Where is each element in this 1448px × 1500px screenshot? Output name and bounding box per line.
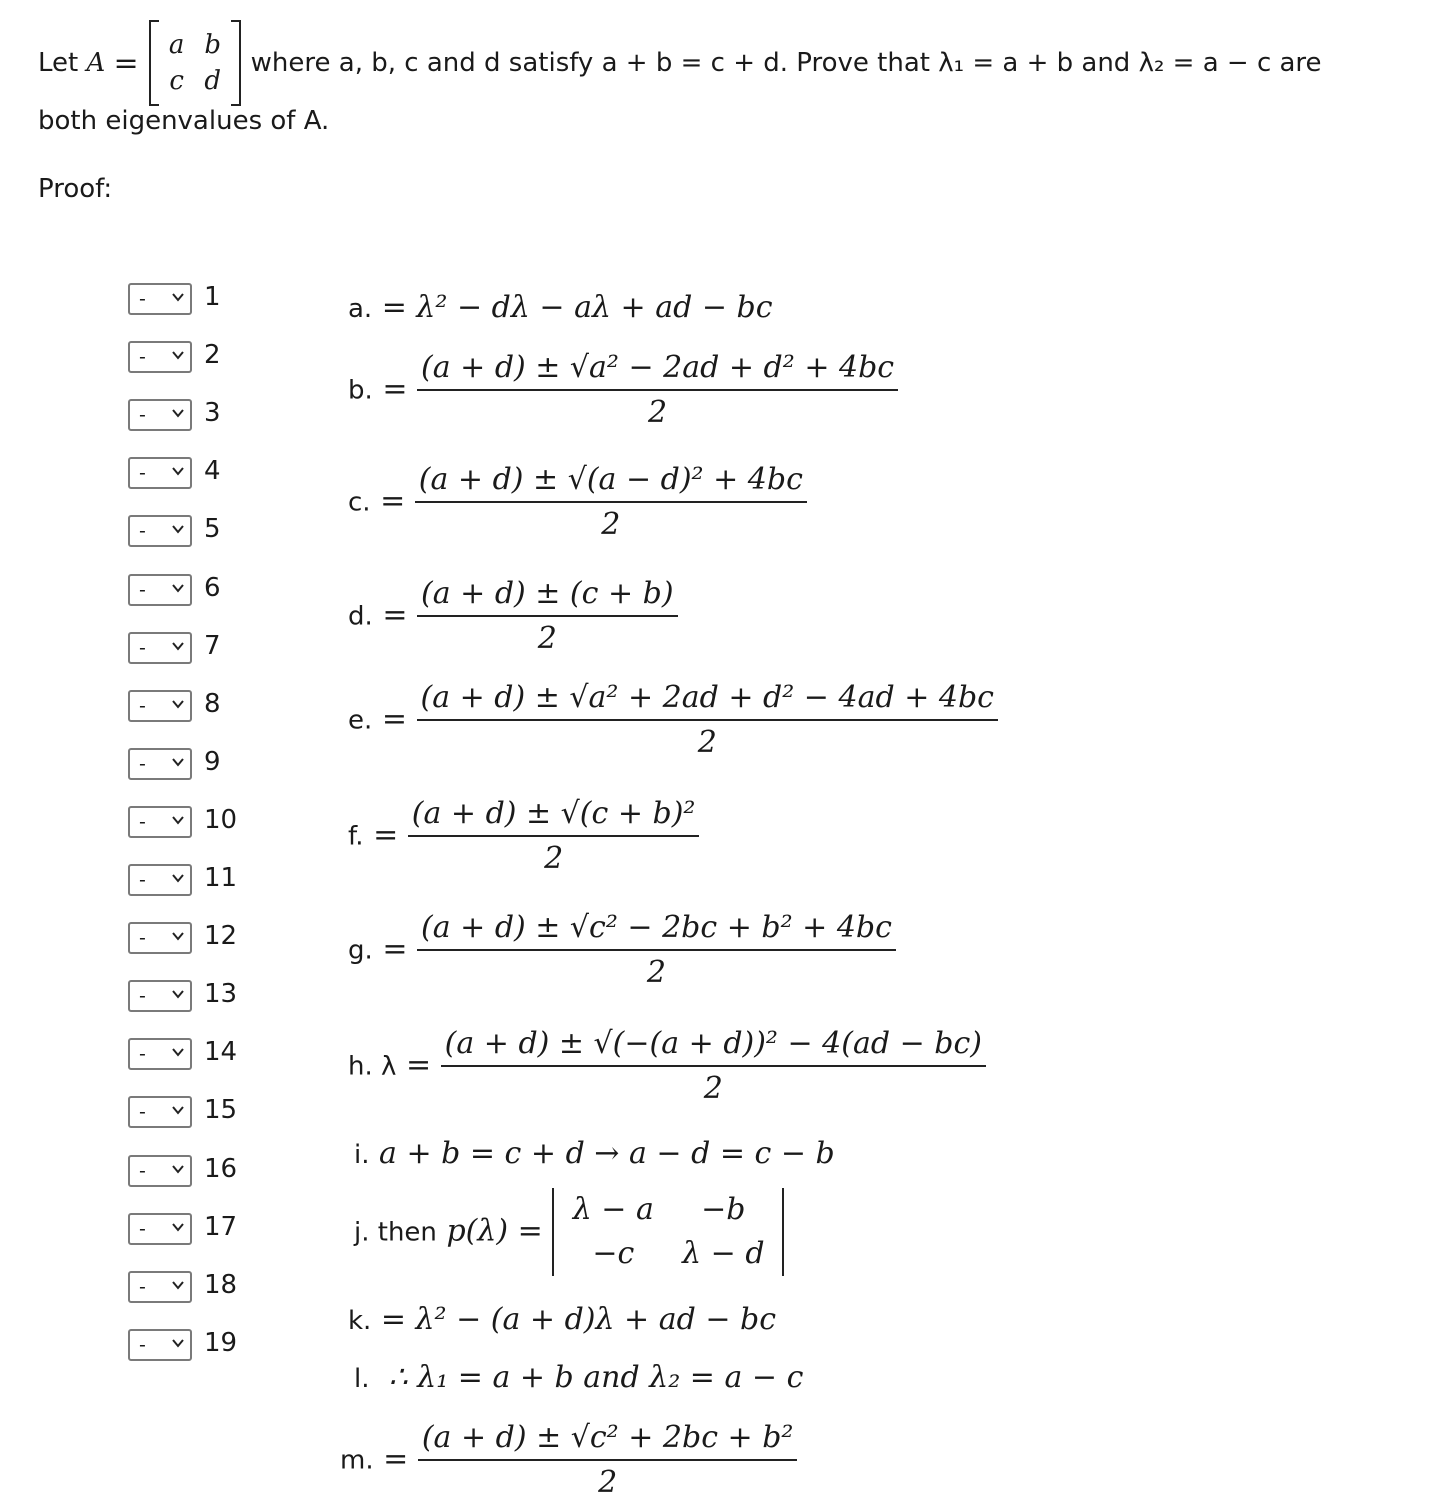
step-dropdown[interactable] <box>128 748 192 780</box>
step-number: 5 <box>204 514 221 545</box>
step-dropdown[interactable] <box>128 632 192 664</box>
chevron-down-icon <box>170 1335 186 1351</box>
chevron-down-icon <box>170 986 186 1002</box>
matrix-a <box>149 20 241 106</box>
step-dropdown[interactable] <box>128 806 192 838</box>
equals-sign: = <box>113 45 139 81</box>
dropdown-selected-value: - <box>139 1159 146 1182</box>
step-number: 8 <box>204 688 221 719</box>
proof-label: Proof: <box>38 174 113 204</box>
dropdown-selected-value: - <box>139 1217 146 1240</box>
option-b: b. = $\frac{\text{(a + d) ± √a² − 2ad + d² + 4bc}}{2}$ <box>348 350 898 430</box>
dropdown-selected-value: - <box>139 1043 146 1066</box>
matrix-entry: b <box>204 30 221 60</box>
step-number: 10 <box>204 804 238 835</box>
chevron-down-icon <box>170 580 186 596</box>
left-bracket <box>149 20 159 106</box>
det-entry: λ − d <box>682 1236 765 1271</box>
step-dropdown[interactable] <box>128 864 192 896</box>
step-number: 2 <box>204 340 221 371</box>
step-number: 9 <box>204 746 221 777</box>
option-l-expr: ∴ λ₁ = a + b and λ₂ = a − c <box>388 1360 804 1395</box>
step-dropdown[interactable] <box>128 457 192 489</box>
step-number: 12 <box>204 921 238 952</box>
let-text: Let <box>38 48 79 78</box>
step-number: 17 <box>204 1211 238 1242</box>
option-k: k. = λ² − (a + d)λ + ad − bc <box>348 1302 777 1337</box>
step-number: 1 <box>204 282 221 312</box>
dropdown-selected-value: - <box>139 927 146 950</box>
matrix-entry: c <box>169 66 184 96</box>
step-dropdown[interactable] <box>128 341 192 373</box>
chevron-down-icon <box>170 638 186 654</box>
matrix-entry: d <box>204 66 221 96</box>
option-a-expr: = λ² − dλ − aλ + ad − bc <box>381 290 773 325</box>
det-entry: −c <box>592 1236 635 1271</box>
step-number: 6 <box>204 572 221 603</box>
step-number: 14 <box>204 1037 238 1068</box>
option-m-fraction: $\frac{\text{(a + d) ± √c² + 2bc + b²}}{2}$ <box>418 1420 798 1500</box>
step-number: 11 <box>204 863 238 893</box>
step-dropdown[interactable] <box>128 1155 192 1187</box>
step-dropdown[interactable] <box>128 1213 192 1245</box>
option-e-fraction: $\frac{\text{(a + d) ± √a² + 2ad + d² − 4ad + 4bc}}{2}$ <box>417 680 998 760</box>
dropdown-selected-value: - <box>139 636 146 659</box>
dropdown-selected-value: - <box>139 1101 146 1124</box>
step-dropdown[interactable] <box>128 980 192 1012</box>
chevron-down-icon <box>170 347 186 363</box>
dropdown-selected-value: - <box>139 288 146 310</box>
option-i-expr: a + b = c + d → a − d = c − b <box>379 1136 835 1171</box>
dropdown-selected-value: - <box>139 404 146 427</box>
option-g-fraction: $\frac{\text{(a + d) ± √c² − 2bc + b² + 4bc}}{2}$ <box>417 910 896 990</box>
dropdown-selected-value: - <box>139 1333 146 1356</box>
step-number: 4 <box>204 456 221 487</box>
option-m: m. = $\frac{\text{(a + d) ± √c² + 2bc + b²}}{2}$ <box>340 1420 797 1500</box>
chevron-down-icon <box>170 754 186 770</box>
option-c: c. = $\frac{\text{(a + d) ± √(a − d)² + 4bc}}{2}$ <box>348 462 807 542</box>
step-dropdown[interactable] <box>128 574 192 606</box>
dropdown-selected-value: - <box>139 346 146 369</box>
step-dropdown[interactable] <box>128 1038 192 1070</box>
matrix-name: A <box>86 48 106 78</box>
option-j: j. then p(λ) = λ − a −b −c λ − d <box>354 1188 784 1276</box>
option-k-expr: = λ² − (a + d)λ + ad − bc <box>380 1302 777 1337</box>
option-i: i. a + b = c + d → a − d = c − b <box>354 1136 835 1171</box>
step-number: 15 <box>204 1095 238 1126</box>
step-dropdown[interactable] <box>128 1271 192 1303</box>
det-entry: λ − a <box>572 1192 654 1227</box>
chevron-down-icon <box>170 812 186 828</box>
step-dropdown[interactable] <box>128 399 192 431</box>
chevron-down-icon <box>170 696 186 712</box>
determinant <box>552 1188 784 1276</box>
step-dropdown[interactable] <box>128 1096 192 1128</box>
dropdown-selected-value: - <box>139 578 146 601</box>
step-dropdown[interactable] <box>128 283 192 315</box>
det-entry: −b <box>701 1192 746 1227</box>
option-a: a. = λ² − dλ − aλ + ad − bc <box>348 290 773 325</box>
option-b-fraction: $\frac{\text{(a + d) ± √a² − 2ad + d² + 4bc}}{2}$ <box>417 350 898 430</box>
step-number: 19 <box>204 1327 238 1358</box>
dropdown-selected-value: - <box>139 869 146 891</box>
option-d-fraction: $\frac{(a + d) \pm (c + b)}{2}$ <box>417 576 678 656</box>
chevron-down-icon <box>170 521 186 537</box>
option-d: d. = $\frac{(a + d) \pm (c + b)}{2}$ <box>348 576 678 656</box>
chevron-down-icon <box>170 928 186 944</box>
option-l: l. ∴ λ₁ = a + b and λ₂ = a − c <box>354 1360 804 1395</box>
dropdown-selected-value: - <box>139 810 146 833</box>
step-number: 7 <box>204 630 221 661</box>
option-h-fraction: $\frac{\text{(a + d) ± √(−(a + d))² − 4(ad − bc)}}{2}$ <box>441 1026 986 1106</box>
step-dropdown[interactable] <box>128 690 192 722</box>
option-h: h. λ = $\frac{\text{(a + d) ± √(−(a + d))² − 4(ad − bc)}}{2}$ <box>348 1026 986 1106</box>
step-number: 18 <box>204 1269 238 1300</box>
right-bracket <box>231 20 241 106</box>
option-e: e. = $\frac{\text{(a + d) ± √a² + 2ad + d² − 4ad + 4bc}}{2}$ <box>348 680 998 760</box>
dropdown-selected-value: - <box>139 462 146 485</box>
dropdown-selected-value: - <box>139 694 146 717</box>
step-dropdown[interactable] <box>128 922 192 954</box>
step-number: 13 <box>204 979 238 1010</box>
problem-line-2: both eigenvalues of A. <box>38 106 330 136</box>
step-number: 16 <box>204 1153 238 1184</box>
chevron-down-icon <box>170 463 186 479</box>
dropdown-selected-value: - <box>139 752 146 775</box>
dropdown-selected-value: - <box>139 985 146 1008</box>
step-dropdown[interactable] <box>128 515 192 547</box>
chevron-down-icon <box>170 1161 186 1177</box>
condition-text: where a, b, c and d satisfy a + b = c + d. Prove that λ₁ = a + b and λ₂ = a − c are <box>250 48 1322 78</box>
option-f: f. = $\frac{\text{(a + d) ± √(c + b)²}}{2}$ <box>348 796 699 876</box>
chevron-down-icon <box>170 1044 186 1060</box>
step-dropdown[interactable] <box>128 1329 192 1361</box>
chevron-down-icon <box>170 1102 186 1118</box>
matrix-entry: a <box>168 30 185 60</box>
dropdown-selected-value: - <box>139 520 146 543</box>
dropdown-selected-value: - <box>139 1275 146 1298</box>
chevron-down-icon <box>170 289 186 305</box>
option-g: g. = $\frac{\text{(a + d) ± √c² − 2bc + b² + 4bc}}{2}$ <box>348 910 896 990</box>
chevron-down-icon <box>170 1277 186 1293</box>
option-f-fraction: $\frac{\text{(a + d) ± √(c + b)²}}{2}$ <box>408 796 700 876</box>
step-number: 3 <box>204 398 221 429</box>
chevron-down-icon <box>170 870 186 886</box>
option-c-fraction: $\frac{\text{(a + d) ± √(a − d)² + 4bc}}{2}$ <box>415 462 807 542</box>
problem-statement <box>38 18 1322 108</box>
chevron-down-icon <box>170 405 186 421</box>
chevron-down-icon <box>170 1219 186 1235</box>
